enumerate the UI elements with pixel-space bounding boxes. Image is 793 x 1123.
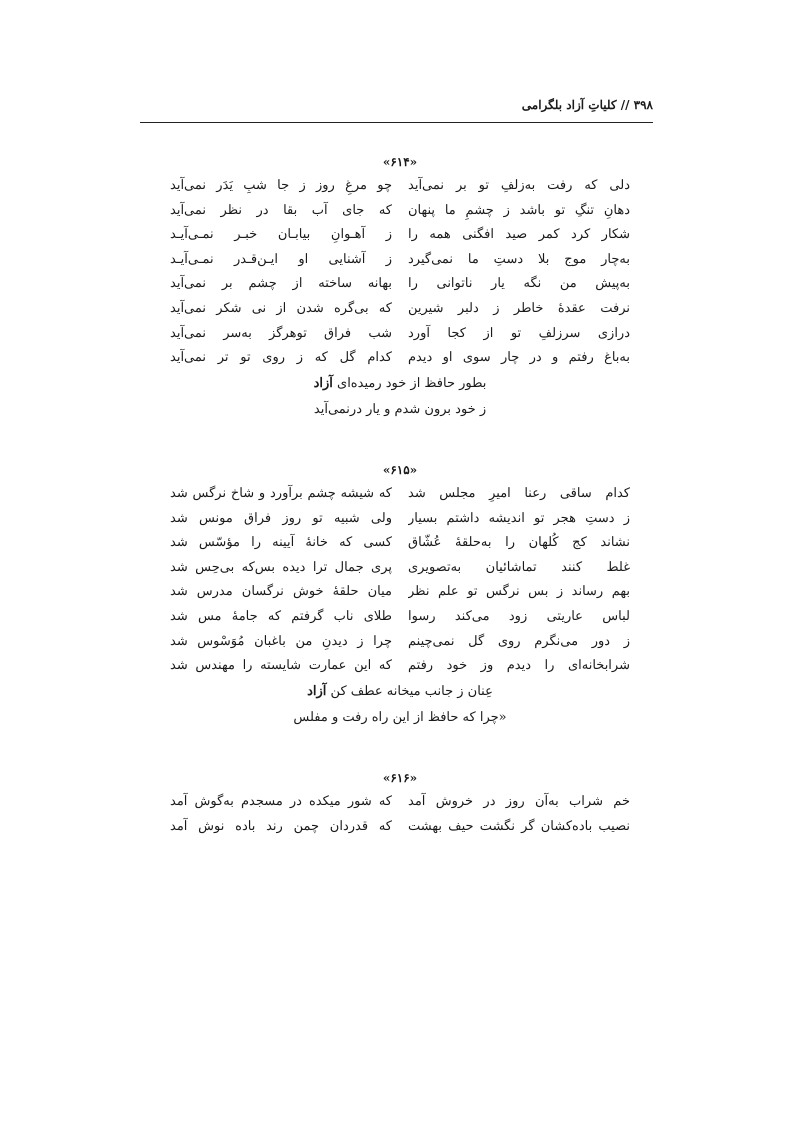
couplet bbox=[170, 346, 630, 371]
hemistich-second: ز آهـوانِ بیابـان خبـر نمـی‌آیـد bbox=[170, 227, 392, 243]
hemistich-first: نشاند کج کُلهان را به‌حلقهٔ عُشّاق bbox=[408, 535, 630, 551]
couplet bbox=[170, 272, 630, 297]
hemistich-first: به‌باغ رفتم و در چار سوی او دیدم bbox=[408, 350, 630, 366]
closing-line bbox=[170, 371, 630, 397]
hemistich-second: ولی شبیه تو روز فراق مونس شد bbox=[170, 510, 392, 526]
poem-616 bbox=[170, 766, 630, 839]
hemistich-second: بهانه ساخته از چشم بر نمی‌آید bbox=[170, 276, 392, 292]
couplet bbox=[170, 248, 630, 273]
hemistich-second: ز آشنایی او ایـن‌قـدر نمـی‌آیـد bbox=[170, 251, 392, 267]
hemistich-first: نصیب باده‌کشان گر نگشت حیف بهشت bbox=[408, 818, 630, 834]
couplet bbox=[170, 556, 630, 581]
poem-615 bbox=[170, 458, 630, 731]
hemistich-first: به‌پیش من نگه یار ناتوانی را bbox=[408, 276, 630, 292]
closing-line bbox=[170, 397, 630, 423]
hemistich-second: که شیشه چشم برآورد و شاخ نرگس شد bbox=[170, 486, 392, 501]
hemistich-second: چو مرغِ روز ز جا شبِ یَدَر نمی‌آید bbox=[170, 178, 392, 193]
hemistich-second: چرا ز دیدنِ من باغبان مُوَسْوس شد bbox=[170, 633, 392, 649]
hemistich-first: شرابخانه‌ای را دیدم وز خود رفتم bbox=[408, 658, 630, 674]
couplet bbox=[170, 199, 630, 224]
couplet bbox=[170, 654, 630, 679]
poem-614 bbox=[170, 150, 630, 423]
poem-number: «۶۱۶» bbox=[382, 771, 418, 785]
couplet bbox=[170, 580, 630, 605]
hemistich-first: غلط کنند تماشائیان به‌تصویری bbox=[408, 559, 630, 575]
hemistich-second: شب فراق توهرگز به‌سر نمی‌آید bbox=[170, 325, 392, 341]
closing-line bbox=[170, 679, 630, 705]
hemistich-second: کسی که خانهٔ آیینه را مؤسّس شد bbox=[170, 535, 392, 551]
hemistich-second: که شور میکده در مسجدم به‌گوش آمد bbox=[170, 794, 392, 809]
hemistich-first: بهم رساند ز بس نرگس تو علم نظر bbox=[408, 584, 630, 600]
hemistich-first: ز دستِ هجر تو اندیشه داشتم بسیار bbox=[408, 510, 630, 526]
hemistich-second: که جای آب بقا در نظر نمی‌آید bbox=[170, 202, 392, 218]
hemistich-first: شکار کرد کمر صید افگنی همه را bbox=[408, 227, 630, 243]
closing-text: «چرا که حافظ از این راه رفت و مفلس bbox=[293, 709, 507, 725]
couplet bbox=[170, 790, 630, 815]
couplet bbox=[170, 174, 630, 199]
closing-text: عِنان ز جانب میخانه عطف کن bbox=[326, 683, 493, 699]
hemistich-first: لباس عاریتی زود می‌کند رسوا bbox=[408, 608, 630, 624]
hemistich-first: درازی سرزلفِ تو از کجا آورد bbox=[408, 325, 630, 341]
couplet bbox=[170, 297, 630, 322]
hemistich-second: که قدردان چمن رند باده نوش آمد bbox=[170, 818, 392, 834]
couplet bbox=[170, 630, 630, 655]
hemistich-second: طلای ناب گرفتم که جامهٔ مس شد bbox=[170, 608, 392, 624]
closing-text: ز خود برون شدم و یار درنمی‌آید bbox=[313, 401, 487, 417]
couplet bbox=[170, 482, 630, 507]
hemistich-first: خم شراب به‌آن روز در خروش آمد bbox=[408, 794, 630, 809]
poem-number: «۶۱۵» bbox=[382, 463, 418, 477]
hemistich-first: دلی که رفت به‌زلفِ تو بر نمی‌آید bbox=[408, 178, 630, 193]
hemistich-first: دهانِ تنگِ تو باشد ز چشمِ ما پنهان bbox=[408, 202, 630, 218]
poem-number: «۶۱۴» bbox=[382, 155, 418, 169]
hemistich-first: کدام ساقی رعنا امیرِ مجلس شد bbox=[408, 486, 630, 501]
couplet bbox=[170, 322, 630, 347]
closing-text: بطور حافظ از خود رمیده‌ای bbox=[332, 375, 487, 391]
couplet bbox=[170, 605, 630, 630]
hemistich-first: به‌چار موج بلا دستِ ما نمی‌گیرد bbox=[408, 251, 630, 267]
couplet bbox=[170, 507, 630, 532]
hemistich-second: پری جمال ترا دیده بس‌که بی‌حِس شد bbox=[170, 559, 392, 575]
poet-name: آزاد bbox=[307, 683, 327, 699]
hemistich-second: میان حلقهٔ خوش نرگسان مدرس شد bbox=[170, 584, 392, 600]
page-header bbox=[140, 92, 653, 123]
hemistich-first: ز دور می‌نگرم روی گل نمی‌چینم bbox=[408, 633, 630, 649]
couplet bbox=[170, 815, 630, 840]
hemistich-second: که بی‌گره شدن از نی شکر نمی‌آید bbox=[170, 300, 392, 316]
hemistich-second: که این عمارت شایسته را مهندس شد bbox=[170, 658, 392, 674]
couplet bbox=[170, 223, 630, 248]
couplet bbox=[170, 531, 630, 556]
poet-name: آزاد bbox=[313, 375, 333, 391]
hemistich-second: کدام گل که ز روی تو تر نمی‌آید bbox=[170, 350, 392, 366]
hemistich-first: نرفت عقدهٔ خاطر ز دلبر شیرین bbox=[408, 300, 630, 316]
closing-line bbox=[170, 705, 630, 731]
running-head: ۳۹۸ // کلیاتِ آزاد بلگرامی bbox=[521, 98, 653, 112]
